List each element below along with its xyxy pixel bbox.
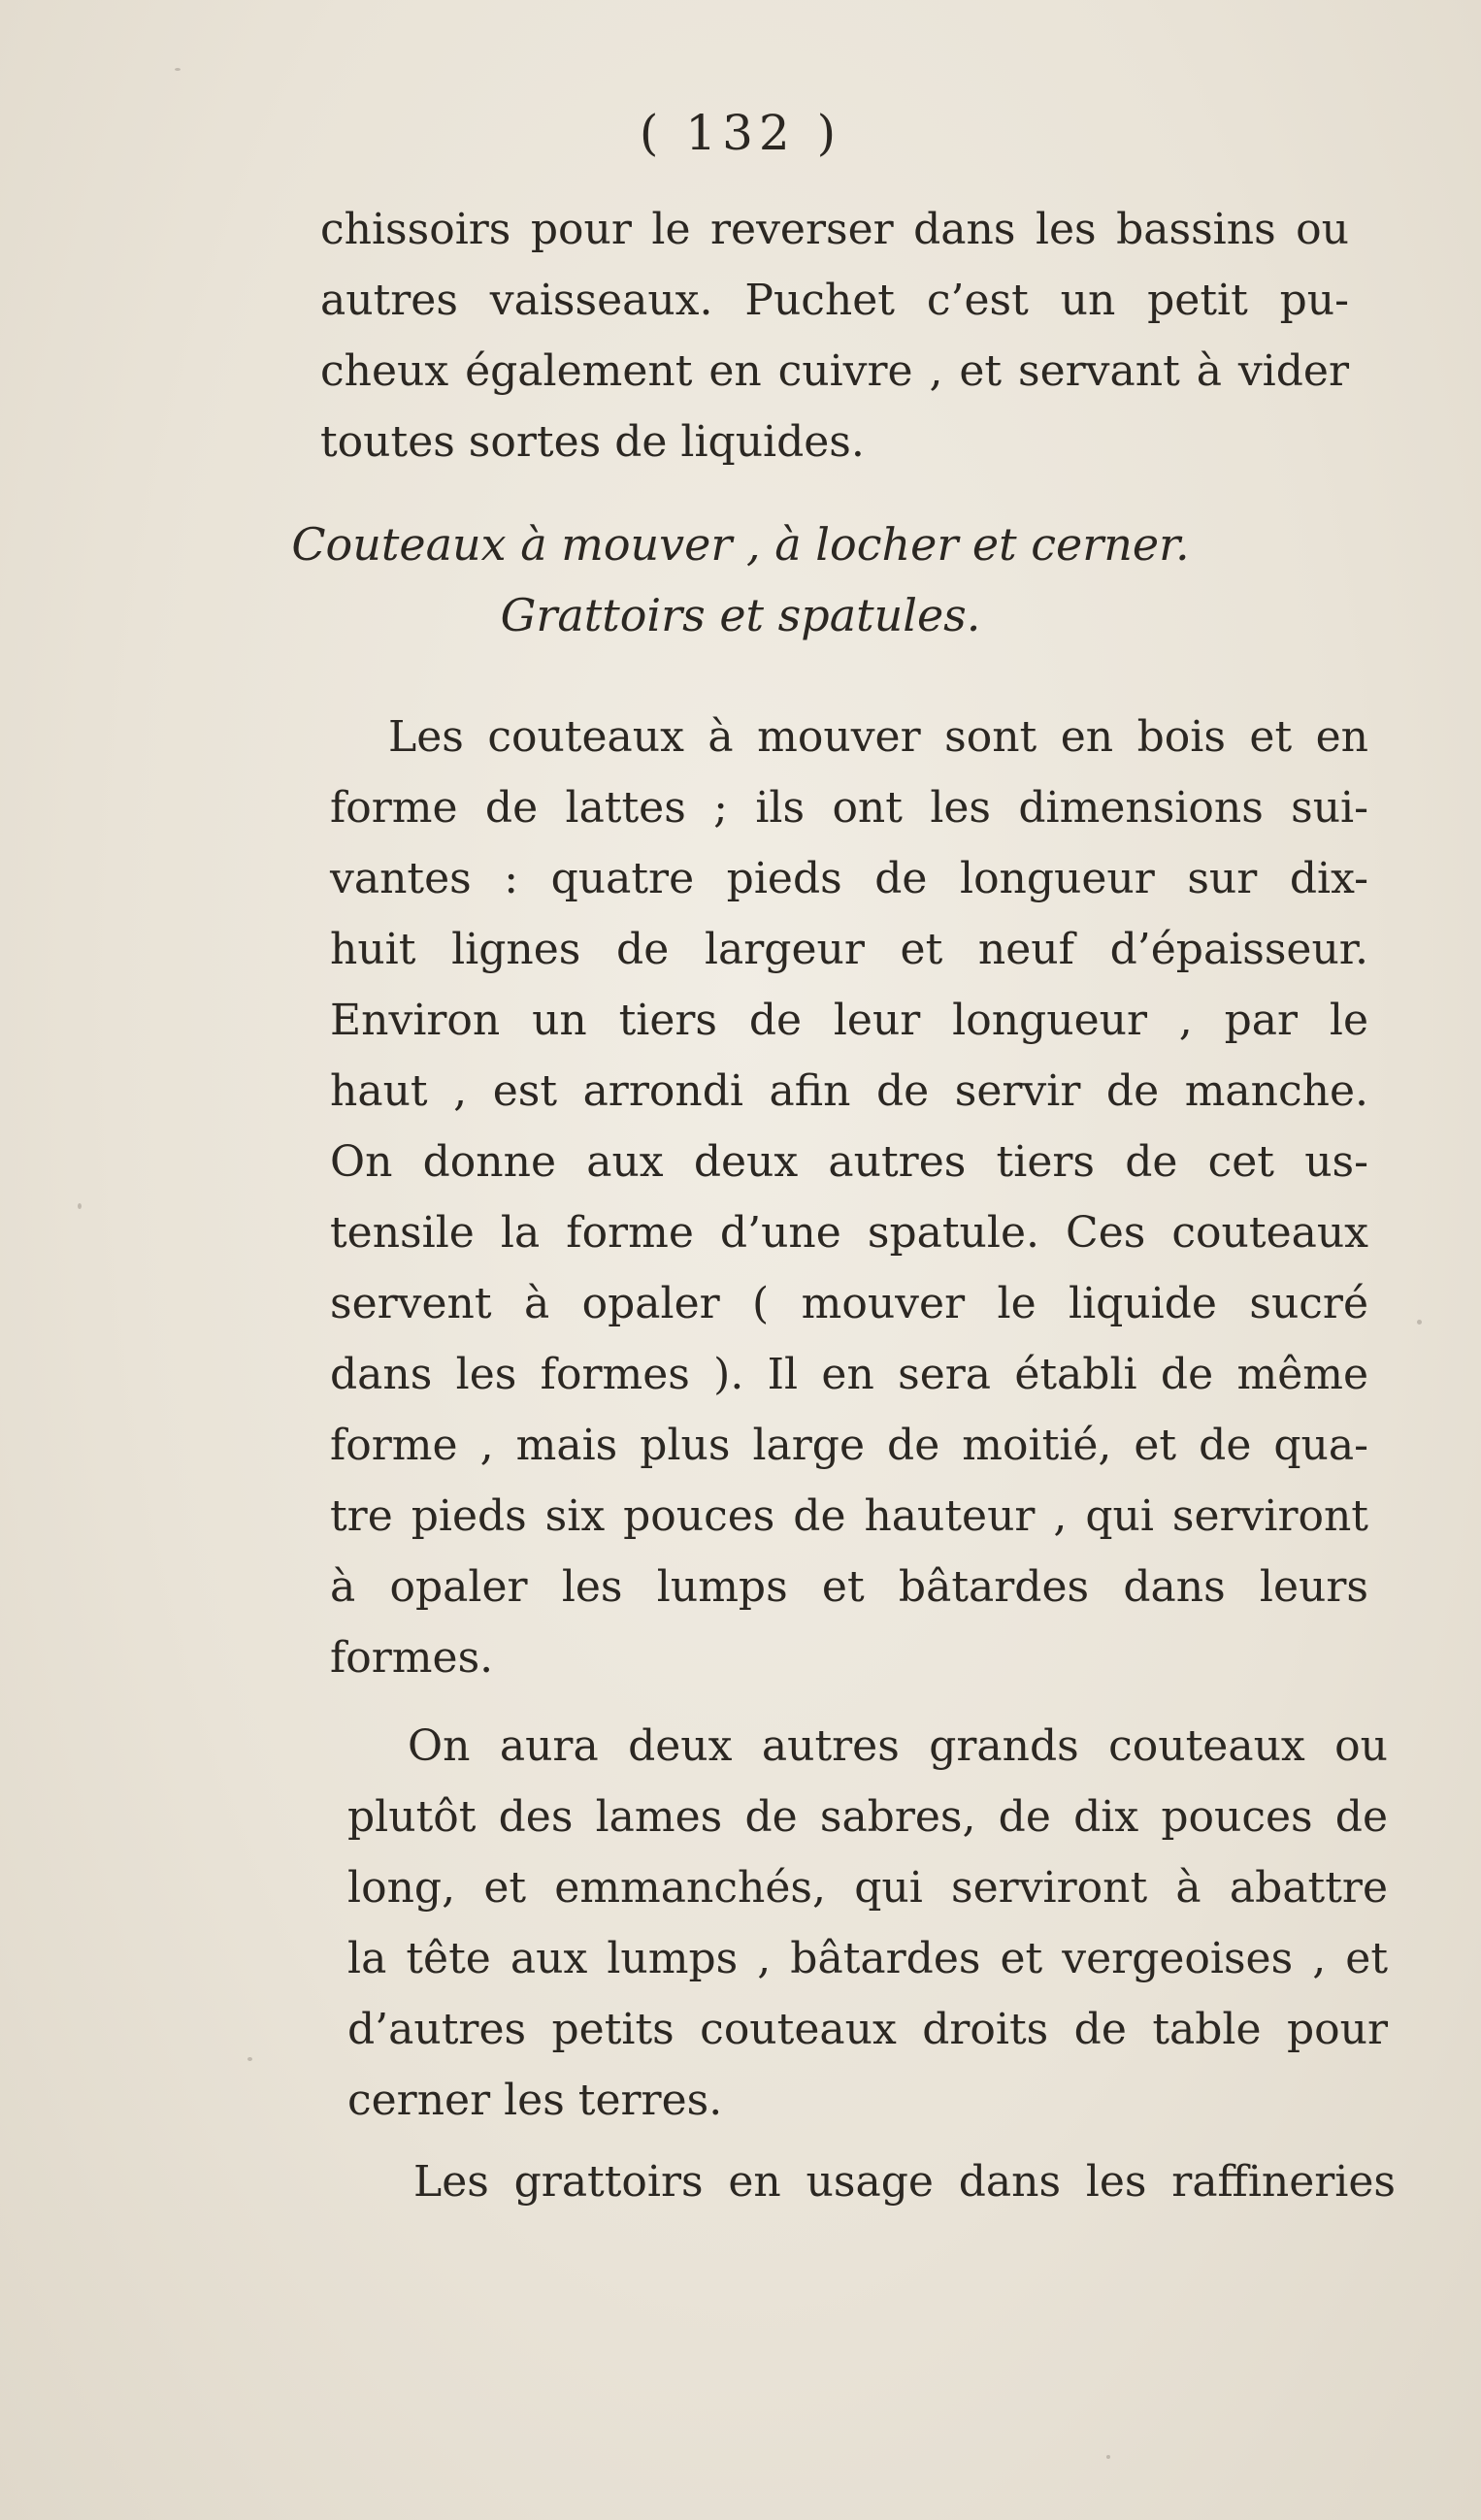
text-line: formes. xyxy=(330,1633,494,1683)
text-line: forme de lattes ; ils ont les dimensions sui- xyxy=(330,783,1368,833)
text-line: haut , est arrondi afin de servir de manche. xyxy=(330,1066,1368,1116)
text-line: On aura deux autres grands couteaux ou xyxy=(408,1721,1388,1771)
paper-speck xyxy=(1417,1320,1422,1325)
text-line: chissoirs pour le reverser dans les bassins ou xyxy=(320,205,1349,254)
paragraph-3 xyxy=(347,1711,1388,2136)
paper-speck xyxy=(247,2057,252,2061)
text-line: servent à opaler ( mouver le liquide sucré xyxy=(330,1279,1368,1328)
text-line: plutôt des lames de sabres, de dix pouces de xyxy=(347,1792,1388,1842)
paragraph-2 xyxy=(330,702,1368,1693)
heading-line: Couteaux à mouver , à locher et cerner. xyxy=(291,518,1190,571)
text-line: Environ un tiers de leur longueur , par le xyxy=(330,996,1368,1045)
text-line: long, et emmanchés, qui serviront à abattre xyxy=(347,1863,1388,1913)
text-line: vantes : quatre pieds de longueur sur dix- xyxy=(330,854,1368,903)
section-heading xyxy=(0,509,1481,651)
paper-speck xyxy=(78,1203,82,1209)
paragraph-4 xyxy=(349,2146,1396,2217)
text-line: à opaler les lumps et bâtardes dans leurs xyxy=(330,1562,1368,1612)
text-line: d’autres petits couteaux droits de table pour xyxy=(347,2005,1388,2054)
text-line: cheux également en cuivre , et servant à vider xyxy=(320,346,1349,396)
text-line: cerner les terres. xyxy=(347,2076,723,2125)
page-number: ( 132 ) xyxy=(639,105,842,161)
text-line: huit lignes de largeur et neuf d’épaisseur. xyxy=(330,925,1368,974)
text-line: tre pieds six pouces de hauteur , qui serviront xyxy=(330,1491,1368,1541)
text-line: toutes sortes de liquides. xyxy=(320,417,865,467)
heading-line: Grattoirs et spatules. xyxy=(500,589,981,641)
text-line: Les couteaux à mouver sont en bois et en xyxy=(388,712,1368,762)
paper-speck xyxy=(1106,2455,1110,2459)
text-line: autres vaisseaux. Puchet c’est un petit pu- xyxy=(320,276,1349,325)
paper-speck xyxy=(175,68,181,71)
text-line: On donne aux deux autres tiers de cet us- xyxy=(330,1137,1368,1187)
text-line: Les grattoirs en usage dans les raffineries xyxy=(413,2157,1396,2207)
text-line: forme , mais plus large de moitié, et de qua- xyxy=(330,1421,1368,1470)
text-line: dans les formes ). Il en sera établi de même xyxy=(330,1350,1368,1399)
paragraph-top xyxy=(320,194,1349,477)
text-line: la tête aux lumps , bâtardes et vergeoises , et xyxy=(347,1934,1388,1983)
text-line: tensile la forme d’une spatule. Ces couteaux xyxy=(330,1208,1368,1258)
